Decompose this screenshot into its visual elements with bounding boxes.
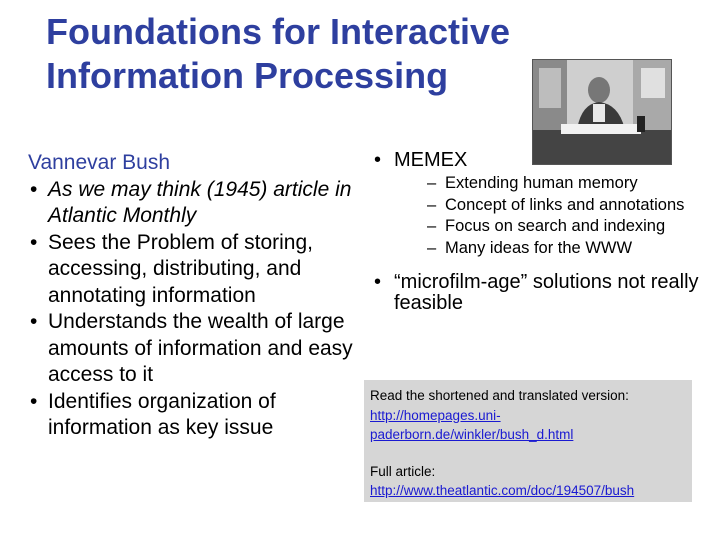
bullet-icon: • (30, 310, 38, 333)
memex-sub-list (372, 175, 702, 256)
microfilm-text: “microfilm-age” solutions not really feasible (394, 271, 699, 314)
slide-title-line2: Information Processing (46, 55, 449, 96)
bullet-icon: • (30, 177, 38, 201)
list-item-text: Sees the Problem of storing, accessing, distributing, and annotating information (48, 230, 313, 307)
dash-icon: – (427, 217, 437, 235)
reference-box (364, 380, 692, 502)
list-item-text: Identifies organization of information as key issue (48, 389, 276, 439)
bullet-icon: • (374, 271, 382, 293)
left-column (28, 150, 358, 442)
shortened-version-link[interactable]: http://homepages.uni-paderborn.de/winkler/bush_d.html (370, 407, 574, 442)
slide-title-line1: Foundations for Interactive (46, 11, 511, 52)
spacer (370, 445, 686, 462)
list-item (28, 230, 358, 310)
speaker-heading: Vannevar Bush (28, 151, 171, 174)
left-bullet-list (28, 177, 358, 442)
list-item-text: As we may think (1945) article in Atlantic Monthly (48, 177, 352, 227)
list-item (28, 389, 358, 442)
list-item (427, 197, 702, 214)
list-item (28, 177, 358, 230)
right-column (372, 150, 702, 314)
dash-icon: – (427, 238, 437, 257)
dash-icon: – (427, 195, 437, 214)
full-article-label: Full article: (370, 463, 436, 479)
slide-title (46, 10, 606, 98)
microfilm-bullet (372, 272, 702, 314)
list-item-text: Focus on search and indexing (445, 217, 666, 235)
portrait-illustration (533, 60, 671, 164)
dash-icon: – (427, 174, 437, 192)
list-item-text: Understands the wealth of large amounts of information and easy access to it (48, 310, 353, 386)
list-item-text: Extending human memory (445, 174, 638, 192)
full-article-link[interactable]: http://www.theatlantic.com/doc/194507/bush (370, 483, 635, 498)
bullet-icon: • (30, 230, 38, 254)
list-item-text: Concept of links and annotations (445, 195, 685, 214)
list-item (427, 175, 702, 192)
list-item (28, 309, 358, 389)
list-item (427, 218, 702, 235)
memex-label: MEMEX (394, 149, 468, 171)
reference-intro: Read the shortened and translated version: (370, 388, 629, 403)
list-item (427, 240, 702, 257)
list-item-text: Many ideas for the WWW (445, 238, 633, 257)
bullet-icon: • (30, 389, 38, 413)
memex-bullet (372, 150, 702, 171)
bullet-icon: • (374, 149, 382, 171)
